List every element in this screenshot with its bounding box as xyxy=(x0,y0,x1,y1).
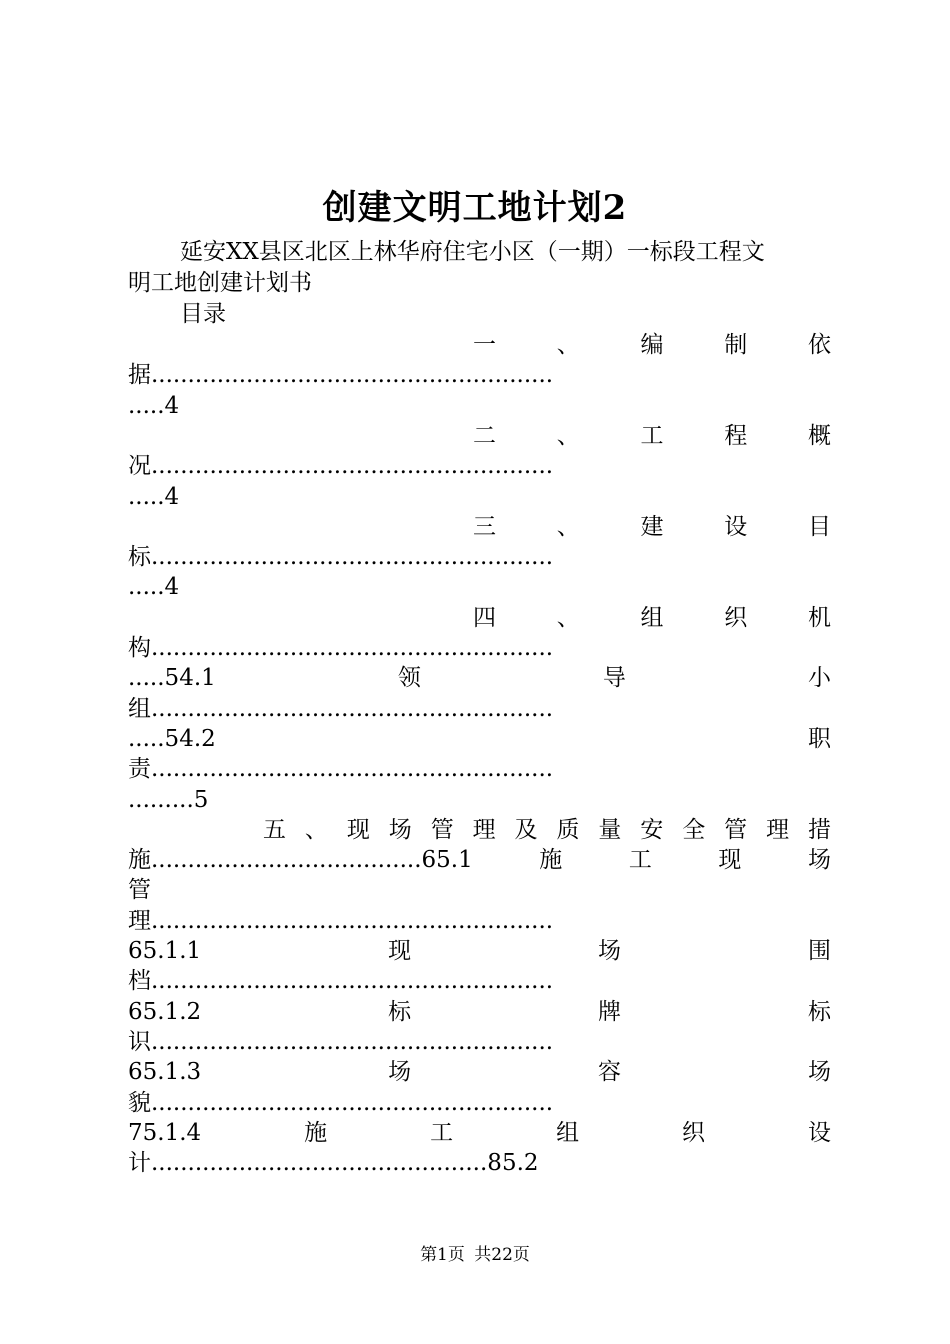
toc-segment: 75.1.4 xyxy=(128,1120,202,1146)
toc-segment: 导 xyxy=(602,665,626,691)
toc-segment: 组 xyxy=(556,1120,580,1146)
intro-line-2: 明工地创建计划书 xyxy=(128,270,312,296)
toc-segment: 及 xyxy=(514,817,538,843)
toc-segment: 织 xyxy=(682,1120,706,1146)
toc-segment: 组 xyxy=(640,605,664,631)
toc-line xyxy=(128,845,831,875)
page-total: 共22页 xyxy=(474,1245,530,1265)
toc-segment: 、 xyxy=(556,423,580,449)
page-number: 第1页 xyxy=(420,1245,465,1265)
toc-segment: 围 xyxy=(807,938,831,964)
toc-segment: 目 xyxy=(808,514,831,540)
toc-line: 貌....................................................... xyxy=(128,1090,554,1116)
toc-line xyxy=(473,603,831,633)
toc-segment: 现 xyxy=(346,817,370,843)
toc-segment: 理 xyxy=(472,817,496,843)
toc-segment: 容 xyxy=(598,1059,622,1085)
toc-line xyxy=(128,724,831,754)
toc-segment: 场 xyxy=(388,1059,412,1085)
toc-segment: 65.1.1 xyxy=(128,938,202,964)
toc-line: 组....................................................... xyxy=(128,696,554,722)
toc-line: .........5 xyxy=(128,787,209,813)
toc-segment: 现 xyxy=(388,938,412,964)
toc-segment: 措 xyxy=(807,817,831,843)
toc-heading: 目录 xyxy=(180,301,226,327)
toc-line xyxy=(128,997,831,1027)
toc-segment: 机 xyxy=(808,605,831,631)
toc-segment: 依 xyxy=(808,332,831,358)
toc-segment: 质 xyxy=(556,817,580,843)
toc-line xyxy=(473,421,831,451)
toc-segment: 标 xyxy=(388,999,412,1025)
toc-segment: .....54.2 xyxy=(128,726,216,752)
toc-segment: 施 xyxy=(304,1120,328,1146)
toc-segment: 、 xyxy=(556,514,580,540)
toc-line: 标....................................................... xyxy=(128,544,554,570)
page-footer xyxy=(0,1243,950,1267)
toc-segment: 量 xyxy=(598,817,622,843)
toc-segment: 概 xyxy=(808,423,831,449)
toc-line: 计..............................................85.2 xyxy=(128,1150,539,1176)
toc-segment: 设 xyxy=(724,514,748,540)
toc-segment: 全 xyxy=(682,817,706,843)
toc-segment: 管 xyxy=(724,817,748,843)
toc-line: 管 xyxy=(128,877,151,903)
toc-line xyxy=(473,330,831,360)
toc-segment: 工 xyxy=(430,1120,454,1146)
toc-line: .....4 xyxy=(128,574,180,600)
toc-segment: 设 xyxy=(808,1120,831,1146)
toc-segment: 三 xyxy=(473,514,496,540)
toc-segment: .....54.1 xyxy=(128,665,216,691)
toc-segment: 工 xyxy=(628,847,652,873)
toc-segment: 小 xyxy=(807,665,831,691)
toc-segment: 一 xyxy=(473,332,496,358)
toc-line: 责....................................................... xyxy=(128,756,554,782)
toc-line xyxy=(263,815,831,845)
toc-line: .....4 xyxy=(128,484,180,510)
toc-segment: 施.....................................65.1 xyxy=(128,847,473,873)
toc-line xyxy=(128,1057,831,1087)
toc-segment: 标 xyxy=(807,999,831,1025)
toc-line: 据....................................................... xyxy=(128,362,554,388)
toc-segment: 场 xyxy=(388,817,412,843)
toc-segment: 工 xyxy=(640,423,664,449)
toc-segment: 二 xyxy=(473,423,496,449)
intro-line-1: 延安XX县区北区上林华府住宅小区（一期）一标段工程文 xyxy=(180,239,765,265)
toc-segment: 、 xyxy=(556,332,580,358)
toc-segment: 制 xyxy=(724,332,748,358)
toc-segment: 牌 xyxy=(598,999,622,1025)
toc-segment: 安 xyxy=(640,817,664,843)
toc-line xyxy=(473,512,831,542)
toc-line: 识....................................................... xyxy=(128,1029,554,1055)
toc-line xyxy=(128,936,831,966)
toc-line: .....4 xyxy=(128,393,180,419)
toc-segment: 职 xyxy=(808,726,831,752)
toc-line: 构....................................................... xyxy=(128,635,554,661)
toc-line xyxy=(128,663,831,693)
toc-line: 档....................................................... xyxy=(128,968,554,994)
document-title: 创建文明工地计划2 xyxy=(322,188,628,228)
toc-line xyxy=(128,1118,831,1148)
toc-line: 况....................................................... xyxy=(128,453,554,479)
toc-segment: 织 xyxy=(724,605,748,631)
toc-segment: 场 xyxy=(807,1059,831,1085)
toc-segment: 65.1.3 xyxy=(128,1059,202,1085)
toc-segment: 场 xyxy=(598,938,622,964)
toc-segment: 五 xyxy=(263,817,286,843)
toc-segment: 场 xyxy=(807,847,831,873)
toc-line: 理....................................................... xyxy=(128,908,554,934)
toc-segment: 编 xyxy=(640,332,664,358)
toc-segment: 建 xyxy=(640,514,664,540)
toc-segment: 程 xyxy=(724,423,748,449)
toc-segment: 、 xyxy=(304,817,328,843)
toc-segment: 理 xyxy=(766,817,790,843)
toc-segment: 领 xyxy=(397,665,421,691)
toc-segment: 施 xyxy=(539,847,563,873)
toc-segment: 65.1.2 xyxy=(128,999,202,1025)
toc-segment: 管 xyxy=(430,817,454,843)
toc-segment: 现 xyxy=(718,847,742,873)
toc-segment: 、 xyxy=(556,605,580,631)
toc-segment: 四 xyxy=(473,605,496,631)
